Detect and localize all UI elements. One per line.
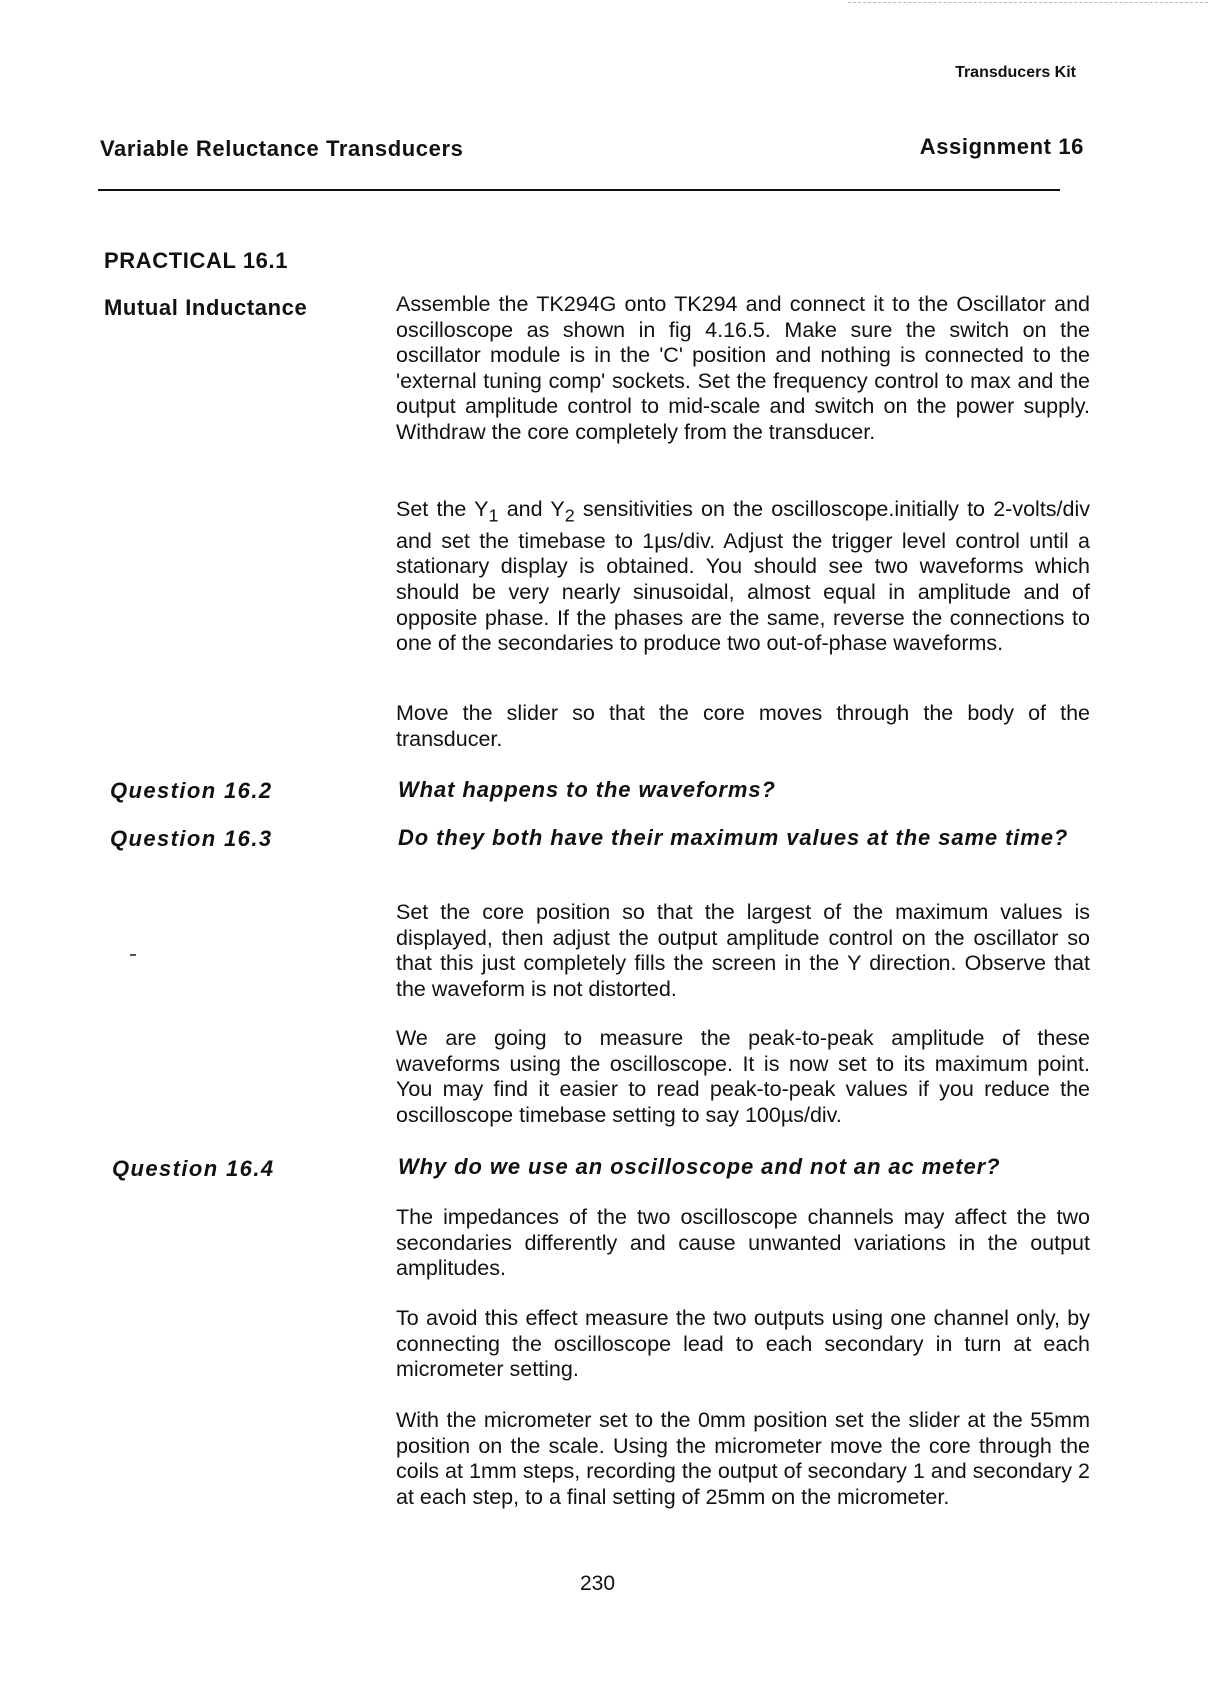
paragraph-sensitivities xyxy=(396,497,1090,657)
p2-subscript-2: 2 xyxy=(564,505,575,526)
p2-rest: sensitivities on the oscilloscope.initially to 2-volts/div and set the timebase to 1µs/div. Adjust the trigger level control until a stationary display is obtained. You should see two waveforms which should be very nearly sinusoidal, almost equal in amplitude and of opposite phase. If the phases are the same, reverse the connections to one of the secondaries to produce two out-of-phase waveforms. xyxy=(396,497,1091,656)
paragraph-avoid-effect: To avoid this effect measure the two outputs using one channel only, by connecting the oscilloscope lead to each secondary in turn at each micrometer setting. xyxy=(396,1306,1090,1382)
question-16-2-text: What happens to the waveforms? xyxy=(398,777,776,802)
header-divider xyxy=(98,189,1060,191)
p2-subscript-1: 1 xyxy=(488,505,499,526)
p2-prefix: Set the Y xyxy=(396,497,489,521)
page-number: 230 xyxy=(580,1572,616,1595)
paragraph-peak-to-peak: We are going to measure the peak-to-peak amplitude of these waveforms using the oscilloscope. It is now set to its maximum point. You may find it easier to read peak-to-peak values if you reduce the oscilloscope timebase setting to say 100µs/div. xyxy=(396,1026,1090,1127)
question-16-3-text: Do they both have their maximum values at the same time? xyxy=(398,825,1069,850)
scan-artifact-line xyxy=(848,2,1208,3)
question-16-4-text: Why do we use an oscilloscope and not an ac meter? xyxy=(398,1154,1001,1179)
assignment-label: Assignment 16 xyxy=(919,134,1084,159)
paragraph-assemble: Assemble the TK294G onto TK294 and connect it to the Oscillator and oscilloscope as shown in fig 4.16.5. Make sure the switch on the oscillator module is in the 'C' position and nothing is connected to the 'external tuning comp' sockets. Set the frequency control to max and the output amplitude control to mid-scale and switch on the power supply. Withdraw the core completely from the transducer. xyxy=(396,292,1090,444)
section-title: Variable Reluctance Transducers xyxy=(100,136,464,161)
p2-mid: and Y xyxy=(498,497,565,521)
paragraph-impedances: The impedances of the two oscilloscope channels may affect the two secondaries differently and cause unwanted variations in the output amplitudes. xyxy=(396,1205,1090,1281)
question-16-4-label: Question 16.4 xyxy=(112,1156,275,1181)
paragraph-move-slider: Move the slider so that the core moves through the body of the transducer. xyxy=(396,701,1090,751)
scan-speck xyxy=(130,954,136,956)
question-16-3-label: Question 16.3 xyxy=(110,826,273,851)
paragraph-core-position: Set the core position so that the largest of the maximum values is displayed, then adjust the output amplitude control on the oscillator so that this just completely fills the screen in the Y direction. Observe that the waveform is not distorted. xyxy=(396,900,1090,1001)
paragraph-micrometer: With the micrometer set to the 0mm position set the slider at the 55mm position on the scale. Using the micrometer move the core through the coils at 1mm steps, recording the output of secondary 1 and secondary 2 at each step, to a final setting of 25mm on the micrometer. xyxy=(396,1408,1090,1509)
practical-side-title: Mutual Inductance xyxy=(104,295,308,320)
kit-title: Transducers Kit xyxy=(955,64,1076,81)
question-16-2-label: Question 16.2 xyxy=(110,778,273,803)
practical-title: PRACTICAL 16.1 xyxy=(104,248,289,273)
